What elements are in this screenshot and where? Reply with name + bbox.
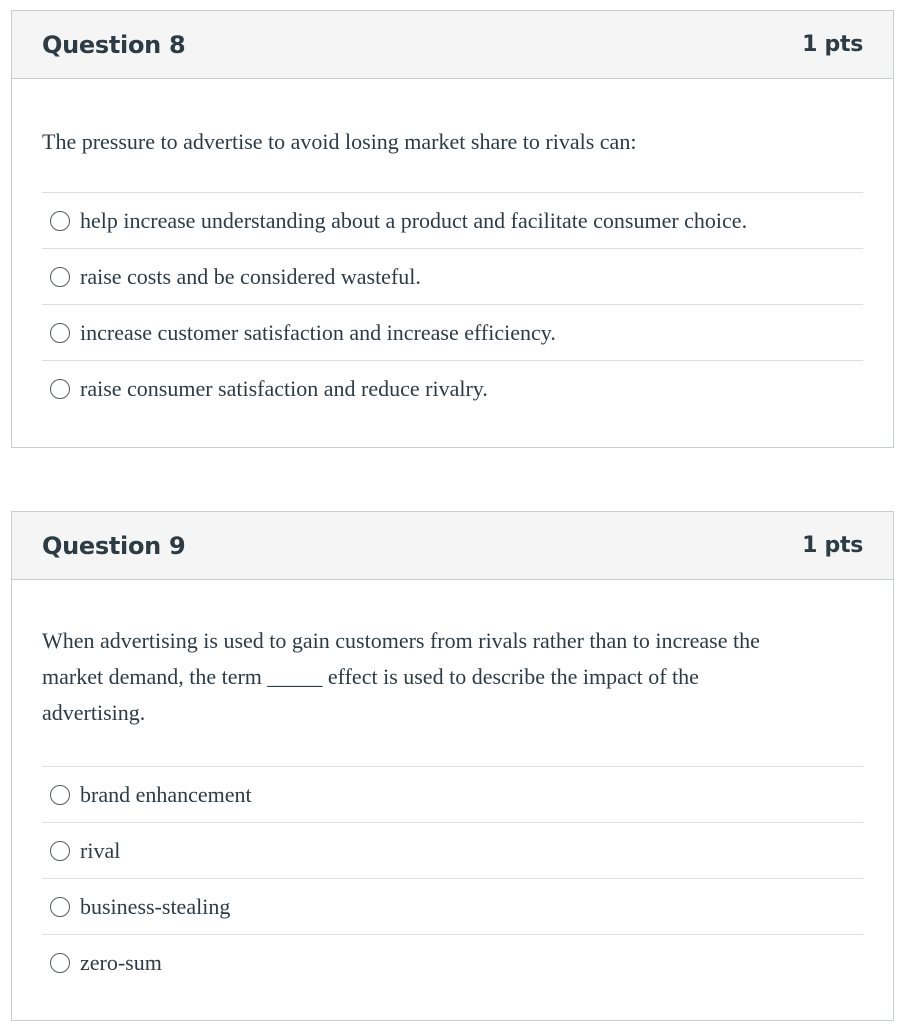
answer-option[interactable]: [42, 193, 863, 249]
answer-label[interactable]: help increase understanding about a product and facilitate consumer choice.: [80, 207, 748, 233]
answer-label[interactable]: raise costs and be considered wasteful.: [80, 263, 421, 289]
answer-label[interactable]: increase customer satisfaction and increase efficiency.: [80, 319, 556, 345]
radio-button[interactable]: [50, 379, 70, 399]
answer-option[interactable]: [42, 879, 863, 935]
answer-option[interactable]: [42, 935, 863, 991]
question-body: [12, 580, 893, 991]
question-header: [12, 11, 893, 79]
answer-option[interactable]: [42, 767, 863, 823]
answer-list: [42, 192, 863, 417]
answer-option[interactable]: [42, 361, 863, 417]
answer-option[interactable]: [42, 305, 863, 361]
radio-button[interactable]: [50, 785, 70, 805]
answer-label[interactable]: rival: [80, 837, 121, 863]
question-points: 1 pts: [802, 32, 863, 57]
answer-label[interactable]: raise consumer satisfaction and reduce rivalry.: [80, 376, 488, 401]
question-header: [12, 512, 893, 580]
answer-label[interactable]: brand enhancement: [80, 781, 252, 807]
question-8-card: [11, 10, 894, 448]
question-text-line: advertising.: [42, 700, 146, 725]
radio-button[interactable]: [50, 897, 70, 917]
question-text: [42, 580, 863, 766]
question-9-card: [11, 511, 894, 1021]
radio-button[interactable]: [50, 323, 70, 343]
question-text: The pressure to advertise to avoid losing market share to rivals can:: [42, 129, 637, 154]
radio-button[interactable]: [50, 211, 70, 231]
question-text-line: market demand, the term _____ effect is used to describe the impact of the: [42, 664, 699, 689]
question-title: Question 8: [42, 30, 186, 59]
radio-button[interactable]: [50, 841, 70, 861]
question-title: Question 9: [42, 531, 186, 560]
answer-option[interactable]: [42, 823, 863, 879]
question-text-line: When advertising is used to gain customers from rivals rather than to increase the: [42, 628, 760, 653]
question-body: [12, 79, 893, 417]
answer-list: [42, 766, 863, 991]
answer-label[interactable]: zero-sum: [80, 950, 162, 975]
radio-button[interactable]: [50, 953, 70, 973]
answer-label[interactable]: business-stealing: [80, 893, 231, 919]
answer-option[interactable]: [42, 249, 863, 305]
radio-button[interactable]: [50, 267, 70, 287]
question-points: 1 pts: [802, 533, 863, 558]
